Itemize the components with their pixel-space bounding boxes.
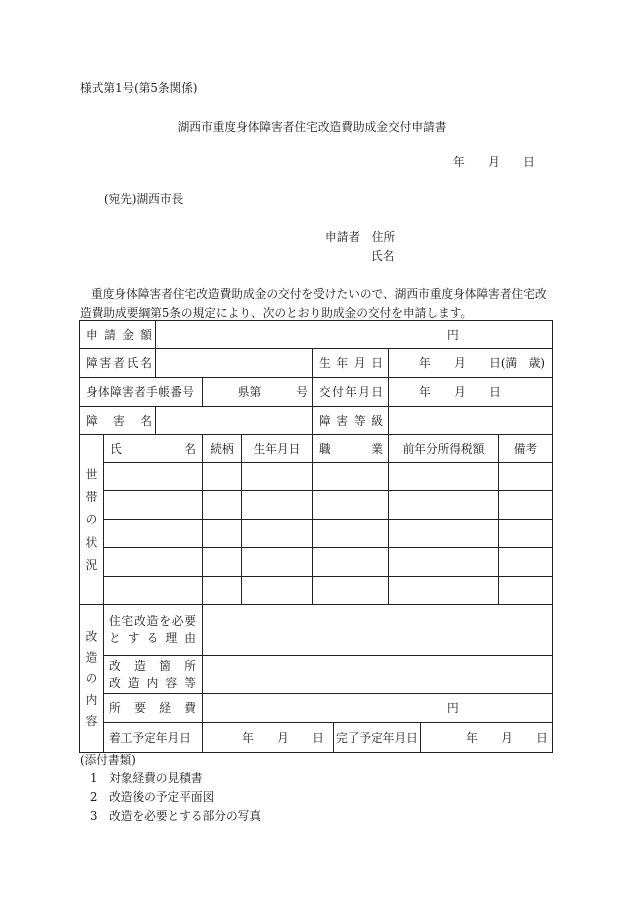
household-section-label-cell	[79, 434, 104, 605]
applicant-name-label: 氏名	[371, 249, 395, 263]
household-cell	[202, 462, 242, 491]
handbook-number-label-cell	[79, 377, 203, 407]
household-cell	[498, 519, 553, 548]
household-cell	[241, 547, 313, 577]
household-cell	[241, 490, 313, 520]
household-header-cell	[202, 434, 242, 463]
household-header-cell	[498, 434, 553, 463]
issue-date-field	[388, 377, 553, 407]
household-cell	[103, 576, 203, 605]
disability-name-label-cell	[79, 406, 156, 435]
amount-label: 申 請 金 額	[86, 327, 152, 342]
start-date-value: 年 月 日	[242, 730, 324, 745]
attachments-heading: (添付書類)	[80, 753, 136, 767]
birthdate-field	[388, 348, 553, 378]
disabled-person-name-label: 障害者氏名	[86, 356, 152, 370]
required-cost-unit: 円	[447, 701, 459, 715]
household-cell	[312, 490, 389, 520]
start-date-label-cell	[103, 722, 203, 753]
applicant-address-label: 申請者 住所	[325, 230, 396, 244]
amount-label-cell	[79, 320, 156, 349]
completion-date-label: 完了予定年月日	[336, 730, 418, 745]
household-cell	[103, 547, 203, 577]
disabled-person-name-label-cell	[79, 348, 156, 378]
form-number: 様式第1号(第5条関係)	[80, 81, 198, 95]
start-date-field	[202, 722, 334, 753]
household-cell	[241, 462, 313, 491]
completion-date-value: 年 月 日	[466, 730, 548, 745]
renovation-reason-label-cell	[103, 604, 203, 656]
attachment-item: 3 改造を必要とする部分の写真	[90, 809, 262, 823]
household-cell	[498, 490, 553, 520]
household-cell	[312, 519, 389, 548]
household-column-occupation: 職 業	[319, 441, 383, 456]
completion-date-label-cell	[333, 722, 421, 753]
household-cell	[241, 519, 313, 548]
handbook-number-value: 県第 号	[237, 385, 308, 399]
household-header-cell	[103, 434, 203, 463]
renovation-reason-label-line: と す る 理 由	[109, 631, 196, 645]
intro-line: 重度身体障害者住宅改造費助成金の交付を受けたいので、湖西市重度身体障害者住宅改	[91, 287, 547, 301]
handbook-number-label: 身体障害者手帳番号	[86, 385, 194, 399]
disability-grade-field	[388, 406, 553, 435]
household-column-relationship: 続柄	[210, 441, 234, 456]
household-cell	[241, 576, 313, 605]
household-cell	[498, 547, 553, 577]
household-cell	[202, 547, 242, 577]
household-column-name: 氏 名	[110, 441, 196, 456]
household-cell	[498, 462, 553, 491]
birthdate-label-cell	[312, 348, 389, 378]
intro-line: 造費助成要綱第5条の規定により、次のとおり助成金の交付を申請します。	[80, 306, 473, 320]
household-cell	[312, 462, 389, 491]
disability-grade-label-cell	[312, 406, 389, 435]
household-cell	[103, 490, 203, 520]
disability-name-field	[155, 406, 313, 435]
attachment-item: 1 対象経費の見積書	[90, 771, 203, 785]
disability-name-label: 障 害 名	[86, 413, 152, 428]
household-cell	[202, 519, 242, 548]
birthdate-value: 年 月 日(満 歳)	[419, 356, 545, 370]
household-column-birthdate: 生年月日	[253, 441, 301, 456]
required-cost-label: 所 要 経 費	[109, 701, 196, 715]
renovation-reason-field	[202, 604, 553, 656]
renovation-location-label-line: 改 造 箇 所	[109, 658, 196, 673]
household-cell	[312, 576, 389, 605]
household-cell	[388, 576, 499, 605]
renovation-section-label: 改造の内容	[84, 630, 99, 737]
disability-grade-label: 障 害 等 級	[319, 413, 383, 428]
renovation-location-label-line: 改 造 内 容 等	[109, 675, 196, 690]
household-cell	[388, 547, 499, 577]
amount-field	[155, 320, 553, 349]
renovation-section-label-cell	[79, 604, 104, 753]
household-cell	[388, 519, 499, 548]
required-cost-label-cell	[103, 693, 203, 723]
household-cell	[498, 576, 553, 605]
handbook-number-field	[202, 377, 313, 407]
household-section-label: 世帯の状況	[84, 468, 99, 582]
completion-date-field	[420, 722, 553, 753]
renovation-reason-label-line: 住宅改造を必要	[109, 614, 196, 628]
start-date-label: 着工予定年月日	[109, 730, 191, 745]
household-cell	[388, 490, 499, 520]
amount-unit: 円	[447, 327, 459, 342]
disabled-person-name-field	[155, 348, 313, 378]
household-column-income-tax: 前年分所得税額	[402, 441, 485, 456]
application-date: 年 月 日	[453, 155, 535, 169]
addressee: (宛先)湖西市長	[104, 192, 184, 206]
attachment-item: 2 改造後の予定平面図	[90, 790, 215, 804]
household-header-cell	[388, 434, 499, 463]
renovation-location-label-cell	[103, 655, 203, 694]
renovation-location-field	[202, 655, 553, 694]
household-cell	[202, 490, 242, 520]
birthdate-label: 生 年 月 日	[319, 356, 383, 370]
household-cell	[202, 576, 242, 605]
issue-date-label: 交付年月日	[319, 385, 383, 399]
required-cost-field	[202, 693, 553, 723]
household-header-cell	[241, 434, 313, 463]
issue-date-value: 年 月 日	[419, 385, 501, 399]
renovation-location-label	[109, 658, 196, 692]
household-cell	[388, 462, 499, 491]
household-cell	[312, 547, 389, 577]
renovation-reason-label	[109, 613, 196, 647]
household-column-remarks: 備考	[513, 441, 538, 456]
household-header-cell	[312, 434, 389, 463]
household-cell	[103, 462, 203, 491]
issue-date-label-cell	[312, 377, 389, 407]
household-cell	[103, 519, 203, 548]
form-title: 湖西市重度身体障害者住宅改造費助成金交付申請書	[177, 120, 447, 134]
